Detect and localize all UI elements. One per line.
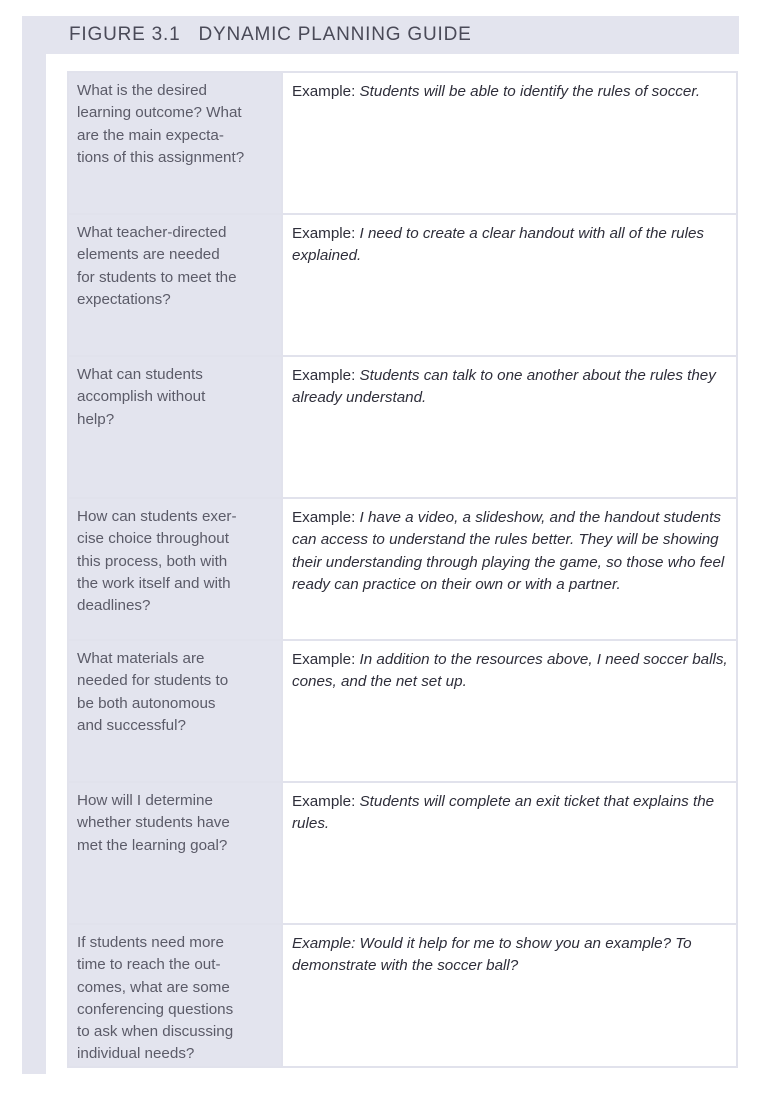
question-text: If students need more time to reach the out- comes, what are some conferencing questions to ask when discussing individual needs? xyxy=(77,934,234,1063)
example-cell xyxy=(282,498,737,640)
figure-title xyxy=(69,24,472,46)
table-row xyxy=(68,356,737,498)
table-row xyxy=(68,640,737,782)
table-row xyxy=(68,214,737,356)
question-cell xyxy=(68,356,282,498)
example-body: I need to create a clear handout with all of the rules explained. xyxy=(292,225,705,265)
example-text xyxy=(283,215,736,268)
question-text: What materials are needed for students to be both autonomous and successful? xyxy=(77,650,229,734)
example-prefix: Example: xyxy=(292,225,356,242)
example-cell xyxy=(282,356,737,498)
example-cell xyxy=(282,924,737,1067)
example-text xyxy=(283,783,736,836)
question-cell xyxy=(68,214,282,356)
figure-heading: DYNAMIC PLANNING GUIDE xyxy=(198,24,472,45)
example-body: In addition to the resources above, I need soccer balls, cones, and the net set up. xyxy=(292,651,728,691)
example-text xyxy=(283,925,736,978)
table-row xyxy=(68,782,737,924)
example-prefix: Example: xyxy=(292,509,356,526)
question-text: What teacher-directed elements are needed for students to meet the expectations? xyxy=(77,224,237,308)
example-body: Students can talk to one another about the rules they already understand. xyxy=(292,367,716,407)
example-prefix: Example: xyxy=(292,83,356,100)
example-body: I have a video, a slideshow, and the handout students can access to understand the rules better. They will be showing their understanding through playing the game, so those who feel ready can practice on their own or with a partner. xyxy=(292,509,725,593)
example-text xyxy=(283,357,736,410)
example-text xyxy=(283,641,736,694)
table-row xyxy=(68,498,737,640)
table-row xyxy=(68,924,737,1067)
question-text: What can students accomplish without help? xyxy=(77,366,206,428)
example-cell xyxy=(282,72,737,214)
question-text: What is the desired learning outcome? What are the main expecta- tions of this assignment? xyxy=(77,82,245,166)
question-cell xyxy=(68,640,282,782)
question-cell xyxy=(68,924,282,1067)
question-text: How will I determine whether students have met the learning goal? xyxy=(77,792,230,854)
example-cell xyxy=(282,640,737,782)
question-text: How can students exer- cise choice throughout this process, both with the work itself and with deadlines? xyxy=(77,508,237,615)
figure-label: FIGURE 3.1 xyxy=(69,24,181,45)
question-cell xyxy=(68,498,282,640)
planning-guide-table xyxy=(67,71,738,1068)
example-prefix: Example: xyxy=(292,367,356,384)
question-cell xyxy=(68,782,282,924)
example-prefix: Example: xyxy=(292,651,356,668)
example-body: Would it help for me to show you an example? To demonstrate with the soccer ball? xyxy=(292,935,692,975)
example-prefix: Example: xyxy=(292,793,356,810)
example-body: Students will be able to identify the rules of soccer. xyxy=(359,83,701,100)
example-body: Students will complete an exit ticket that explains the rules. xyxy=(292,793,715,833)
question-cell xyxy=(68,72,282,214)
example-text xyxy=(283,499,736,596)
example-cell xyxy=(282,782,737,924)
example-cell xyxy=(282,214,737,356)
example-text xyxy=(283,73,736,103)
table-row xyxy=(68,72,737,214)
example-prefix: Example: xyxy=(292,935,356,952)
